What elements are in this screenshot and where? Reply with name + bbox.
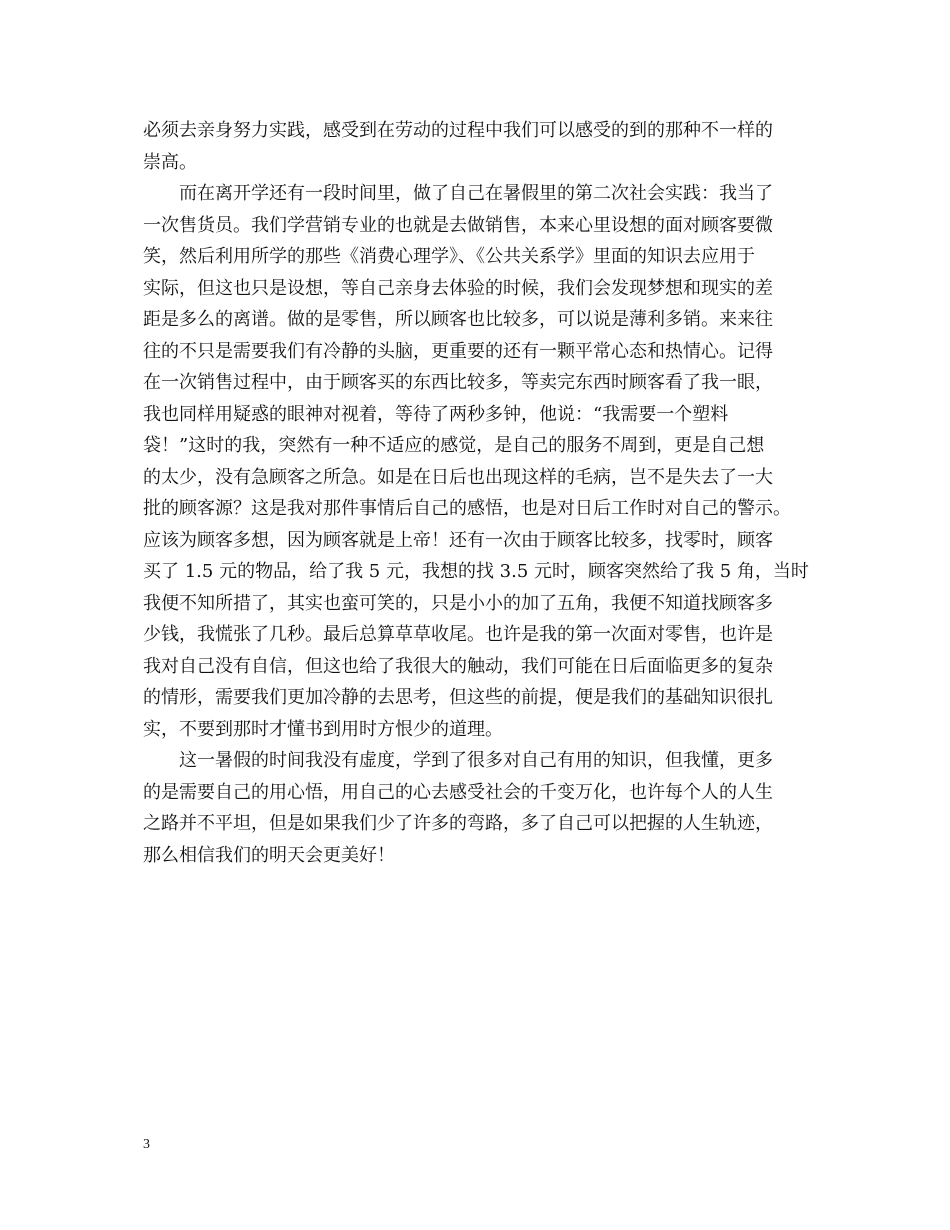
text-line: 我对自己没有自信，但这也给了我很大的触动，我们可能在日后面临更多的复杂 bbox=[143, 655, 773, 677]
text-line: 往的不只是需要我们有冷静的头脑，更重要的还有一颗平常心态和热情心。记得 bbox=[143, 340, 773, 362]
text-line: 崇高。 bbox=[143, 151, 197, 173]
text-line: 那么相信我们的明天会更美好！ bbox=[143, 844, 395, 866]
text-line: 少钱，我慌张了几秒。最后总算草草收尾。也许是我的第一次面对零售，也许是 bbox=[143, 624, 773, 645]
document-body bbox=[143, 115, 843, 871]
page-number: 3 bbox=[143, 1137, 150, 1152]
text-line: 一次售货员。我们学营销专业的也就是去做销售，本来心里设想的面对顾客要微 bbox=[143, 214, 773, 236]
text-line: 在一次销售过程中，由于顾客买的东西比较多，等卖完东西时顾客看了我一眼， bbox=[143, 372, 773, 393]
text-line: 实，不要到那时才懂书到用时方恨少的道理。 bbox=[143, 718, 503, 740]
text-line: 实际，但这也只是设想，等自己亲身去体验的时候，我们会发现梦想和现实的差 bbox=[143, 277, 773, 299]
paragraph bbox=[143, 178, 843, 745]
text-line: 笑，然后利用所学的那些《消费心理学》、《公共关系学》里面的知识去应用于 bbox=[143, 246, 755, 267]
text-line: 的是需要自己的用心悟，用自己的心去感受社会的千变万化，也许每个人的人生 bbox=[143, 781, 773, 803]
text-line: 而在离开学还有一段时间里，做了自己在暑假里的第二次社会实践：我当了 bbox=[179, 183, 773, 204]
text-line: 距是多么的离谱。做的是零售，所以顾客也比较多，可以说是薄利多销。来来往 bbox=[143, 309, 773, 330]
paragraph bbox=[143, 745, 843, 871]
text-line: 这一暑假的时间我没有虚度，学到了很多对自己有用的知识，但我懂，更多 bbox=[179, 750, 773, 771]
text-line: 之路并不平坦，但是如果我们少了许多的弯路，多了自己可以把握的人生轨迹， bbox=[143, 813, 773, 834]
text-line: 应该为顾客多想，因为顾客就是上帝！还有一次由于顾客比较多，找零时，顾客 bbox=[143, 529, 773, 551]
text-line: 袋！”这时的我，突然有一种不适应的感觉，是自己的服务不周到，更是自己想 bbox=[143, 435, 765, 456]
paragraph bbox=[143, 115, 843, 178]
text-line: 必须去亲身努力实践，感受到在劳动的过程中我们可以感受的到的那种不一样的 bbox=[143, 120, 773, 141]
text-line: 批的顾客源？这是我对那件事情后自己的感悟，也是对日后工作时对自己的警示。 bbox=[143, 498, 791, 519]
text-line: 的太少，没有急顾客之所急。如是在日后也出现这样的毛病，岂不是失去了一大 bbox=[143, 466, 773, 488]
text-line: 的情形，需要我们更加冷静的去思考，但这些的前提，便是我们的基础知识很扎 bbox=[143, 687, 773, 708]
text-line: 我也同样用疑惑的眼神对视着，等待了两秒多钟，他说：“我需要一个塑料 bbox=[143, 403, 729, 425]
text-line: 买了 1.5 元的物品，给了我 5 元，我想的找 3.5 元时，顾客突然给了我 5 角，当时 bbox=[143, 561, 809, 582]
text-line: 我便不知所措了，其实也蛮可笑的，只是小小的加了五角，我便不知道找顾客多 bbox=[143, 592, 773, 614]
